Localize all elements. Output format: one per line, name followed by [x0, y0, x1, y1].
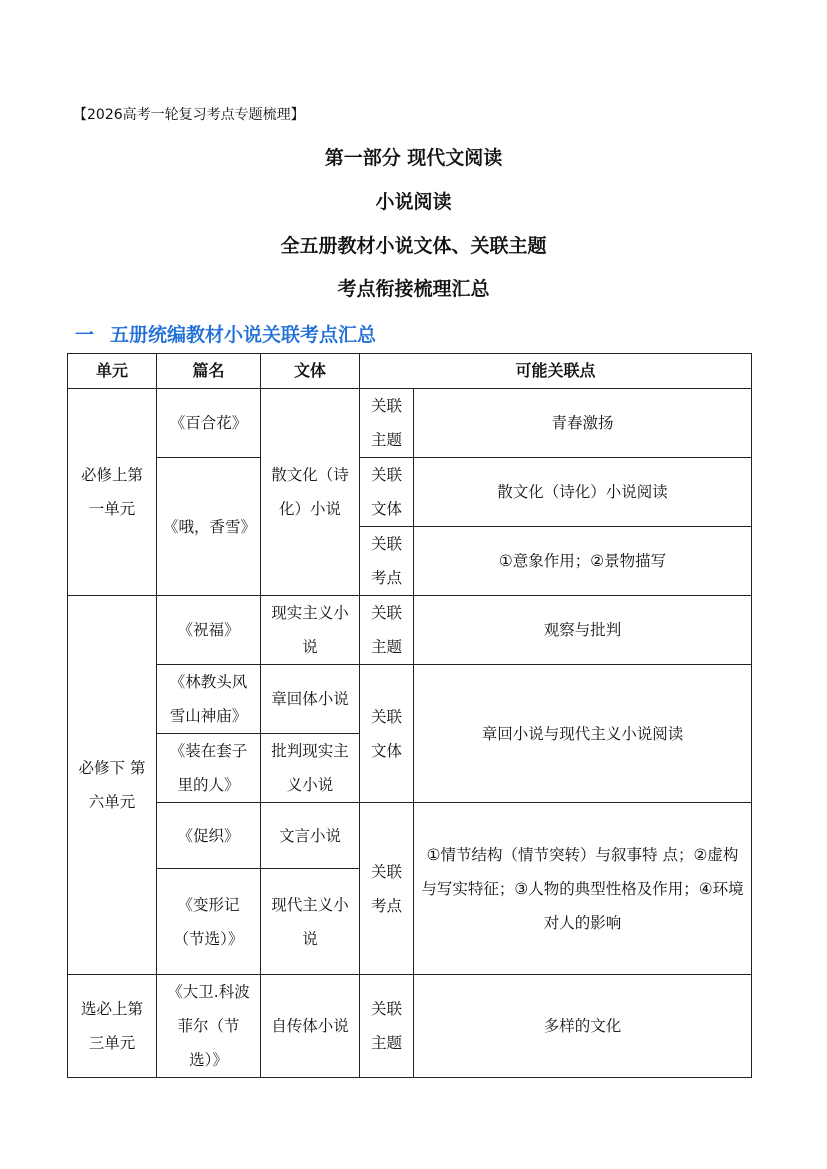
- section-heading: [75, 320, 376, 347]
- genre-cell: 散文化（诗化）小说: [261, 389, 360, 596]
- table-header-row: [68, 354, 752, 389]
- content-cell: 章回小说与现代主义小说阅读: [414, 665, 752, 803]
- summary-table: [67, 353, 752, 1078]
- work-cell: 《装在套子里的人》: [157, 734, 261, 803]
- work-cell: 《哦，香雪》: [157, 458, 261, 596]
- unit-cell: 必修下 第六单元: [68, 596, 157, 975]
- work-cell: 《变形记（节选）》: [157, 869, 261, 975]
- unit-cell: 选必上第三单元: [68, 975, 157, 1078]
- table-row: [68, 458, 752, 527]
- header-points: 可能关联点: [360, 354, 752, 389]
- label-cell: 关联主题: [360, 389, 414, 458]
- main-title: 全五册教材小说文体、关联主题: [280, 235, 547, 257]
- label-cell: 关联文体: [360, 458, 414, 527]
- content-cell: 青春激扬: [414, 389, 752, 458]
- genre-cell: 章回体小说: [261, 665, 360, 734]
- genre-cell: 自传体小说: [261, 975, 360, 1078]
- work-cell: 《祝福》: [157, 596, 261, 665]
- header-unit: 单元: [68, 354, 157, 389]
- content-cell: 散文化（诗化）小说阅读: [414, 458, 752, 527]
- label-cell: 关联考点: [360, 527, 414, 596]
- work-cell: 《大卫.科波菲尔（节选）》: [157, 975, 261, 1078]
- genre-cell: 文言小说: [261, 803, 360, 869]
- genre-cell: 批判现实主义小说: [261, 734, 360, 803]
- work-cell: 《林教头风雪山神庙》: [157, 665, 261, 734]
- section-number: 一: [75, 324, 95, 346]
- label-cell: 关联文体: [360, 665, 414, 803]
- unit-cell: 必修上第一单元: [68, 389, 157, 596]
- section-title: 五册统编教材小说关联考点汇总: [110, 324, 377, 346]
- table-row: [68, 596, 752, 665]
- label-cell: 关联主题: [360, 596, 414, 665]
- sub-title: 小说阅读: [375, 191, 452, 213]
- table-row: [68, 665, 752, 734]
- genre-cell: 现实主义小说: [261, 596, 360, 665]
- work-cell: 《促织》: [157, 803, 261, 869]
- content-cell: 多样的文化: [414, 975, 752, 1078]
- content-cell: 观察与批判: [414, 596, 752, 665]
- work-cell: 《百合花》: [157, 389, 261, 458]
- label-cell: 关联考点: [360, 803, 414, 975]
- genre-cell: 现代主义小说: [261, 869, 360, 975]
- part-title: 第一部分 现代文阅读: [324, 147, 503, 169]
- table-row: [68, 389, 752, 458]
- main-title-2: 考点衔接梳理汇总: [337, 278, 490, 300]
- header-work: 篇名: [157, 354, 261, 389]
- header-tag: 【2026高考一轮复习考点专题梳理】: [73, 107, 305, 123]
- table-row: [68, 803, 752, 869]
- content-cell: ①情节结构（情节突转）与叙事特 点；②虚构与写实特征；③人物的典型性格及作用；④环境对人的影响: [414, 803, 752, 975]
- table-row: [68, 975, 752, 1078]
- header-genre: 文体: [261, 354, 360, 389]
- label-cell: 关联主题: [360, 975, 414, 1078]
- content-cell: ①意象作用；②景物描写: [414, 527, 752, 596]
